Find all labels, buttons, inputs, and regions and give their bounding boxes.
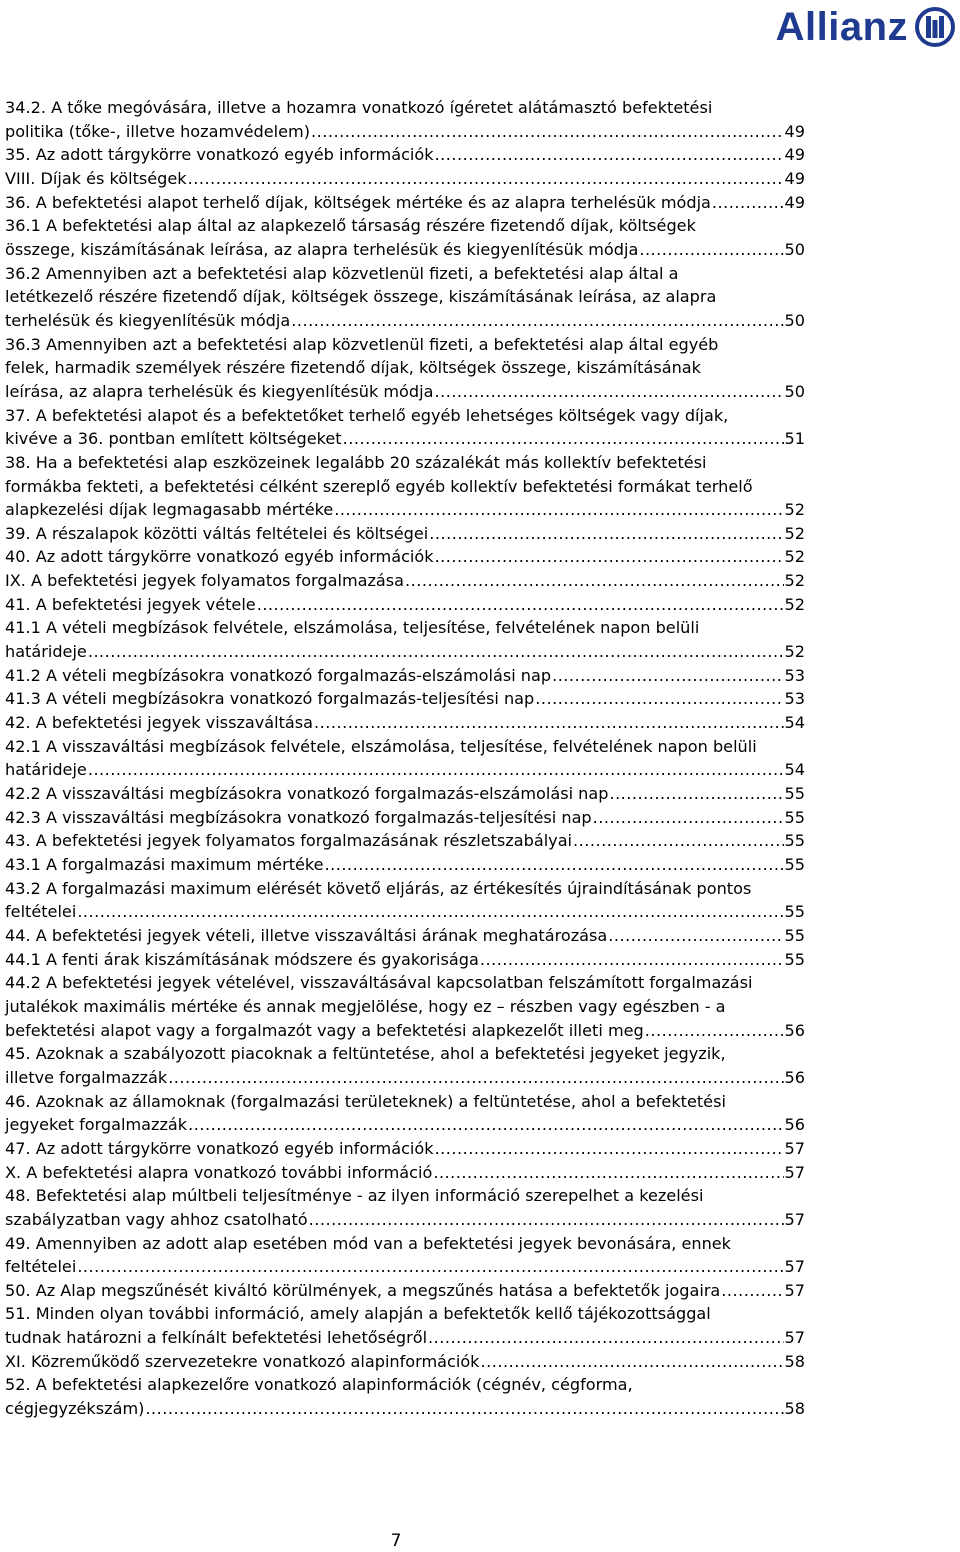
toc-entry-title-line: 48. Befektetési alap múltbeli teljesítménye - az ilyen információ szerepelhet a kezelési bbox=[5, 1186, 704, 1206]
toc-page-number: 52 bbox=[784, 500, 805, 520]
toc-entry-title: 39. A részalapok közötti váltás feltételei és költségei bbox=[5, 523, 429, 543]
toc-entry-title-line: felek, harmadik személyek részére fizetendő díjak, költségek összege, kiszámításának bbox=[5, 358, 701, 378]
toc-entry[interactable] bbox=[5, 971, 805, 1042]
toc-entry-title-line: 46. Azoknak az államoknak (forgalmazási területeknek) a feltüntetése, ahol a befektetési bbox=[5, 1091, 726, 1111]
toc-entry-title-line: 51. Minden olyan további információ, amely alapján a befektetők kellő tájékozottsággal bbox=[5, 1304, 711, 1324]
toc-entry-title-line: 49. Amennyiben az adott alap esetében mód van a befektetési jegyek bevonására, ennek bbox=[5, 1233, 731, 1253]
toc-entry-last-line bbox=[5, 1279, 805, 1303]
toc-entry-last-line bbox=[5, 829, 805, 853]
toc-entry-last-line bbox=[5, 1113, 805, 1137]
page-number: 7 bbox=[390, 1531, 402, 1551]
toc-entry-title: tudnak határozni a felkínált befektetési lehetőségről bbox=[5, 1328, 428, 1348]
toc-entry-title-line: 36.2 Amennyiben azt a befektetési alap közvetlenül fizeti, a befektetési alap által a bbox=[5, 263, 679, 283]
toc-entry-last-line bbox=[5, 948, 805, 972]
toc-entry-last-line bbox=[5, 1350, 805, 1374]
toc-dot-leader bbox=[145, 1397, 783, 1421]
toc-entry[interactable] bbox=[5, 1302, 805, 1349]
toc-entry-title-line: 37. A befektetési alapot és a befektetőket terhelő egyéb lehetséges költségek vagy díjak, bbox=[5, 405, 729, 425]
toc-page-number: 55 bbox=[784, 949, 805, 969]
toc-page-number: 53 bbox=[784, 689, 805, 709]
toc-entry-last-line bbox=[5, 427, 805, 451]
toc-page-number: 56 bbox=[784, 1067, 805, 1087]
toc-page-number: 52 bbox=[784, 642, 805, 662]
toc-entry-last-line bbox=[5, 191, 805, 215]
toc-entry-title: VIII. Díjak és költségek bbox=[5, 168, 187, 188]
toc-page-number: 57 bbox=[784, 1257, 805, 1277]
toc-entry[interactable] bbox=[5, 569, 805, 593]
toc-entry-title: cégjegyzékszám) bbox=[5, 1399, 145, 1419]
toc-entry-title: 41.3 A vételi megbízásokra vonatkozó forgalmazás-teljesítési nap bbox=[5, 689, 535, 709]
toc-page-number: 55 bbox=[784, 807, 805, 827]
toc-entry-title: 40. Az adott tárgykörre vonatkozó egyéb információk bbox=[5, 547, 434, 567]
toc-entry[interactable] bbox=[5, 1184, 805, 1231]
toc-dot-leader bbox=[639, 238, 783, 262]
toc-dot-leader bbox=[721, 1279, 783, 1303]
toc-page-number: 49 bbox=[784, 168, 805, 188]
toc-page-number: 52 bbox=[784, 594, 805, 614]
toc-entry-last-line bbox=[5, 569, 805, 593]
toc-page-number: 53 bbox=[784, 665, 805, 685]
toc-entry-title: 41. A befektetési jegyek vétele bbox=[5, 594, 256, 614]
toc-entry-title-line: 43.2 A forgalmazási maximum elérését követő eljárás, az értékesítés újraindításának pontos bbox=[5, 878, 752, 898]
toc-page-number: 51 bbox=[784, 429, 805, 449]
toc-dot-leader bbox=[88, 758, 784, 782]
toc-page-number: 55 bbox=[784, 855, 805, 874]
toc-entry-last-line bbox=[5, 380, 805, 404]
toc-entry-last-line bbox=[5, 120, 805, 144]
toc-entry-last-line bbox=[5, 806, 805, 830]
toc-entry[interactable] bbox=[5, 214, 805, 261]
toc-entry-last-line bbox=[5, 758, 805, 782]
toc-dot-leader bbox=[291, 309, 783, 333]
toc-dot-leader bbox=[712, 191, 784, 215]
toc-entry-title: 35. Az adott tárgykörre vonatkozó egyéb információk bbox=[5, 145, 434, 165]
toc-dot-leader bbox=[77, 900, 783, 924]
toc-dot-leader bbox=[434, 380, 783, 404]
toc-entry-title: összege, kiszámításának leírása, az alapra terhelésük és kiegyenlítésük módja bbox=[5, 239, 639, 259]
toc-entry-title-line: 44.2 A befektetési jegyek vételével, visszaváltásával kapcsolatban felszámított forgalmazási bbox=[5, 973, 753, 993]
toc-entry-last-line bbox=[5, 782, 805, 806]
toc-dot-leader bbox=[433, 1161, 783, 1185]
toc-entry-title: 43.1 A forgalmazási maximum mértéke bbox=[5, 855, 324, 874]
toc-page-number: 49 bbox=[784, 121, 805, 141]
toc-dot-leader bbox=[609, 782, 783, 806]
toc-entry-last-line bbox=[5, 1326, 805, 1350]
toc-entry-last-line bbox=[5, 664, 805, 688]
toc-entry[interactable] bbox=[5, 877, 805, 924]
toc-entry-last-line bbox=[5, 498, 805, 522]
toc-page-number: 49 bbox=[784, 145, 805, 165]
toc-dot-leader bbox=[334, 498, 783, 522]
toc-entry-title: 42.3 A visszaváltási megbízásokra vonatkozó forgalmazás-teljesítési nap bbox=[5, 807, 592, 827]
toc-entry-last-line bbox=[5, 1161, 805, 1185]
toc-entry-title: kivéve a 36. pontban említett költségeket bbox=[5, 429, 342, 449]
toc-dot-leader bbox=[257, 593, 784, 617]
toc-entry-last-line bbox=[5, 711, 805, 735]
toc-entry-last-line bbox=[5, 143, 805, 167]
toc-entry-title: jegyeket forgalmazzák bbox=[5, 1115, 188, 1135]
toc-dot-leader bbox=[309, 1208, 784, 1232]
toc-entry-title: 44.1 A fenti árak kiszámításának módszere és gyakorisága bbox=[5, 949, 479, 969]
logo-text: Allianz bbox=[775, 5, 908, 49]
toc-entry-last-line bbox=[5, 1066, 805, 1090]
toc-entry[interactable] bbox=[5, 1350, 805, 1374]
toc-entry[interactable] bbox=[5, 1232, 805, 1279]
toc-entry-title: feltételei bbox=[5, 1257, 77, 1277]
toc-page-number: 55 bbox=[784, 831, 805, 851]
toc-entry[interactable] bbox=[5, 593, 805, 617]
toc-entry[interactable] bbox=[5, 1090, 805, 1137]
toc-dot-leader bbox=[325, 853, 784, 877]
toc-entry-title-line: 36.1 A befektetési alap által az alapkezelő társaság részére fizetendő díjak, költségek bbox=[5, 216, 696, 236]
toc-page-number: 56 bbox=[784, 1115, 805, 1135]
toc-entry-title: 36. A befektetési alapot terhelő díjak, költségek mértéke és az alapra terhelésük módja bbox=[5, 192, 711, 212]
toc-page-number: 55 bbox=[784, 925, 805, 945]
toc-entry[interactable] bbox=[5, 853, 805, 877]
toc-dot-leader bbox=[188, 1113, 783, 1137]
toc-entry-title-line: letétkezelő részére fizetendő díjak, költségek összege, kiszámításának leírása, az alapra bbox=[5, 287, 717, 307]
toc-entry[interactable] bbox=[5, 167, 805, 191]
toc-dot-leader bbox=[645, 1019, 784, 1043]
toc-entry-last-line bbox=[5, 640, 805, 664]
toc-entry[interactable] bbox=[5, 451, 805, 522]
toc-page-number: 52 bbox=[784, 547, 805, 567]
toc-entry-title: 44. A befektetési jegyek vételi, illetve visszaváltási árának meghatározása bbox=[5, 925, 608, 945]
toc-page-number: 52 bbox=[784, 571, 805, 591]
toc-entry-title-line: 52. A befektetési alapkezelőre vonatkozó alapinformációk (cégnév, cégforma, bbox=[5, 1375, 633, 1395]
toc-dot-leader bbox=[343, 427, 784, 451]
toc-entry-title: 42.2 A visszaváltási megbízásokra vonatkozó forgalmazás-elszámolási nap bbox=[5, 784, 609, 804]
toc-entry[interactable] bbox=[5, 616, 805, 663]
toc-entry[interactable] bbox=[5, 191, 805, 215]
toc-entry-last-line bbox=[5, 545, 805, 569]
toc-entry-title: terhelésük és kiegyenlítésük módja bbox=[5, 310, 291, 330]
toc-entry-title: 50. Az Alap megszűnését kiváltó körülmények, a megszűnés hatása a befektetők jogaira bbox=[5, 1280, 721, 1300]
toc-entry[interactable] bbox=[5, 829, 805, 853]
toc-dot-leader bbox=[188, 167, 784, 191]
toc-entry-last-line bbox=[5, 522, 805, 546]
toc-page-number: 49 bbox=[784, 192, 805, 212]
toc-entry[interactable] bbox=[5, 96, 805, 143]
toc-entry[interactable] bbox=[5, 664, 805, 688]
toc-entry[interactable] bbox=[5, 262, 805, 333]
toc-dot-leader bbox=[88, 640, 784, 664]
toc-entry-title: XI. Közreműködő szervezetekre vonatkozó alapinformációk bbox=[5, 1351, 480, 1371]
toc-entry-last-line bbox=[5, 1208, 805, 1232]
toc-entry-last-line bbox=[5, 1255, 805, 1279]
toc-dot-leader bbox=[608, 924, 783, 948]
toc-entry-last-line bbox=[5, 687, 805, 711]
toc-entry[interactable] bbox=[5, 404, 805, 451]
toc-entry-last-line bbox=[5, 1019, 805, 1043]
toc-entry-title-line: 42.1 A visszaváltási megbízások felvétele, elszámolása, teljesítése, felvételének napon belüli bbox=[5, 736, 757, 756]
toc-entry[interactable] bbox=[5, 1137, 805, 1161]
toc-dot-leader bbox=[535, 687, 783, 711]
toc-entry[interactable] bbox=[5, 687, 805, 711]
toc-page-number: 55 bbox=[784, 902, 805, 922]
toc-dot-leader bbox=[481, 1350, 784, 1374]
toc-entry-title: illetve forgalmazzák bbox=[5, 1067, 168, 1087]
toc-page-number: 50 bbox=[784, 381, 805, 401]
toc-entry[interactable] bbox=[5, 545, 805, 569]
toc-page-number: 58 bbox=[784, 1351, 805, 1371]
toc-entry-last-line bbox=[5, 167, 805, 191]
toc-entry[interactable] bbox=[5, 1279, 805, 1303]
toc-entry-last-line bbox=[5, 593, 805, 617]
toc-dot-leader bbox=[552, 664, 783, 688]
toc-page-number: 57 bbox=[784, 1280, 805, 1300]
toc-dot-leader bbox=[435, 1137, 784, 1161]
toc-entry[interactable] bbox=[5, 806, 805, 830]
allianz-eagle-icon bbox=[914, 6, 956, 48]
toc-dot-leader bbox=[573, 829, 783, 853]
toc-dot-leader bbox=[77, 1255, 783, 1279]
toc-page-number: 57 bbox=[784, 1162, 805, 1182]
toc-page-number: 58 bbox=[784, 1399, 805, 1419]
toc-entry[interactable] bbox=[5, 948, 805, 972]
toc-entry[interactable] bbox=[5, 924, 805, 948]
toc-dot-leader bbox=[480, 948, 784, 972]
toc-dot-leader bbox=[314, 711, 783, 735]
table-of-contents bbox=[5, 96, 805, 1421]
toc-entry-title-line: 38. Ha a befektetési alap eszközeinek legalább 20 százalékát más kollektív befektetési bbox=[5, 452, 707, 472]
toc-entry-title: határideje bbox=[5, 760, 87, 780]
toc-page-number: 54 bbox=[784, 713, 805, 733]
toc-entry-last-line bbox=[5, 1137, 805, 1161]
toc-entry[interactable] bbox=[5, 522, 805, 546]
toc-entry-last-line bbox=[5, 900, 805, 924]
toc-dot-leader bbox=[428, 1326, 783, 1350]
toc-entry-title: szabályzatban vagy ahhoz csatolható bbox=[5, 1209, 308, 1229]
toc-entry-title: 41.2 A vételi megbízásokra vonatkozó forgalmazás-elszámolási nap bbox=[5, 665, 552, 685]
toc-dot-leader bbox=[168, 1066, 783, 1090]
toc-entry-title-line: formákba fekteti, a befektetési célként szereplő egyéb kollektív befektetési formákat terhelő bbox=[5, 476, 753, 496]
toc-dot-leader bbox=[429, 522, 783, 546]
toc-entry-title: 43. A befektetési jegyek folyamatos forgalmazásának részletszabályai bbox=[5, 831, 573, 851]
toc-entry[interactable] bbox=[5, 1161, 805, 1185]
toc-page-number: 57 bbox=[784, 1328, 805, 1348]
toc-entry-title-line: 41.1 A vételi megbízások felvétele, elszámolása, teljesítése, felvételének napon belüli bbox=[5, 618, 700, 638]
toc-entry-title: 47. Az adott tárgykörre vonatkozó egyéb információk bbox=[5, 1138, 434, 1158]
toc-page-number: 57 bbox=[784, 1138, 805, 1158]
toc-dot-leader bbox=[311, 120, 784, 144]
toc-entry-last-line bbox=[5, 853, 805, 877]
toc-entry-last-line bbox=[5, 924, 805, 948]
toc-page-number: 57 bbox=[784, 1209, 805, 1229]
toc-dot-leader bbox=[405, 569, 783, 593]
toc-page-number: 50 bbox=[784, 310, 805, 330]
toc-entry-last-line bbox=[5, 1397, 805, 1421]
toc-entry-title: befektetési alapot vagy a forgalmazót vagy a befektetési alapkezelőt illeti meg bbox=[5, 1020, 644, 1040]
toc-entry-title: leírása, az alapra terhelésük és kiegyenlítésük módja bbox=[5, 381, 434, 401]
toc-entry[interactable] bbox=[5, 1042, 805, 1089]
toc-entry[interactable] bbox=[5, 782, 805, 806]
toc-page-number: 54 bbox=[784, 760, 805, 780]
toc-entry-last-line bbox=[5, 238, 805, 262]
allianz-logo bbox=[776, 6, 956, 48]
toc-entry-title: határideje bbox=[5, 642, 87, 662]
toc-page-number: 56 bbox=[784, 1020, 805, 1040]
toc-dot-leader bbox=[435, 143, 784, 167]
toc-entry-title: 42. A befektetési jegyek visszaváltása bbox=[5, 713, 314, 733]
toc-dot-leader bbox=[593, 806, 784, 830]
toc-page-number: 52 bbox=[784, 523, 805, 543]
toc-entry-title: X. A befektetési alapra vonatkozó további információ bbox=[5, 1162, 433, 1182]
toc-page-number: 50 bbox=[784, 239, 805, 259]
toc-entry-title-line: 45. Azoknak a szabályozott piacoknak a feltüntetése, ahol a befektetési jegyeket jegyzik, bbox=[5, 1044, 726, 1064]
toc-entry[interactable] bbox=[5, 735, 805, 782]
toc-entry-title: feltételei bbox=[5, 902, 77, 922]
toc-page-number: 55 bbox=[784, 784, 805, 804]
toc-dot-leader bbox=[435, 545, 784, 569]
toc-entry-title: politika (tőke-, illetve hozamvédelem) bbox=[5, 121, 310, 141]
toc-entry-title: alapkezelési díjak legmagasabb mértéke bbox=[5, 500, 334, 520]
toc-entry[interactable] bbox=[5, 711, 805, 735]
toc-entry-title-line: 36.3 Amennyiben azt a befektetési alap közvetlenül fizeti, a befektetési alap által egyéb bbox=[5, 334, 719, 354]
toc-entry[interactable] bbox=[5, 143, 805, 167]
toc-entry[interactable] bbox=[5, 333, 805, 404]
toc-entry-title-line: 34.2. A tőke megóvására, illetve a hozamra vonatkozó ígéretet alátámasztó befektetési bbox=[5, 98, 713, 117]
toc-entry-last-line bbox=[5, 309, 805, 333]
toc-entry-title-line: jutalékok maximális mértéke és annak megjelölése, hogy ez – részben vagy egészben - a bbox=[5, 996, 726, 1016]
toc-entry[interactable] bbox=[5, 1373, 805, 1420]
toc-entry-title: IX. A befektetési jegyek folyamatos forgalmazása bbox=[5, 571, 405, 591]
